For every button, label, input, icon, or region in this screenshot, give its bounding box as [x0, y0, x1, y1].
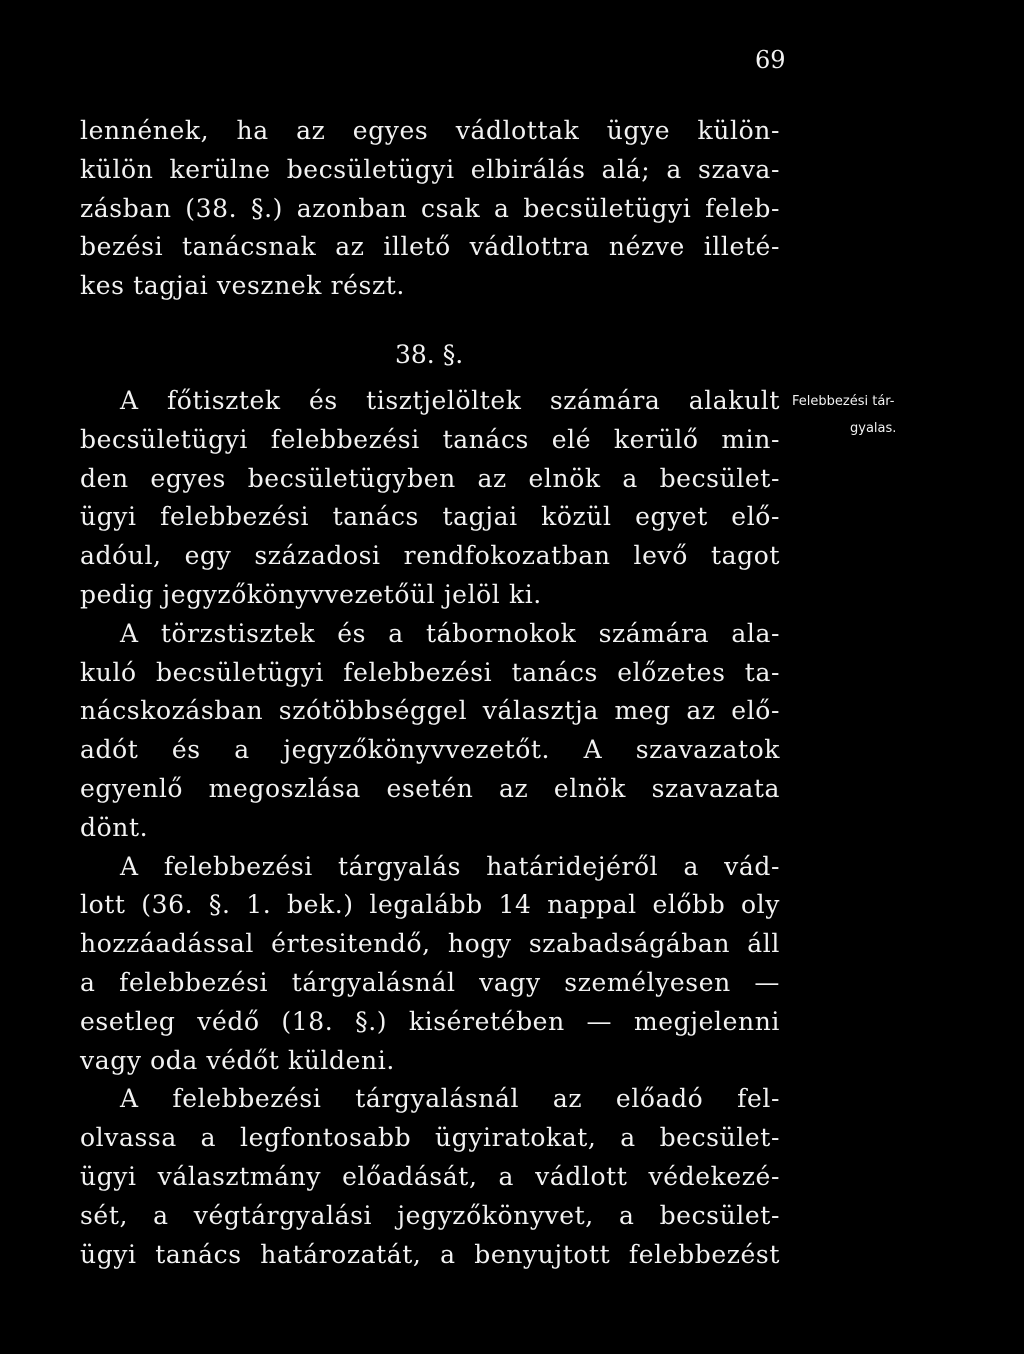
text-line: külön kerülne becsületügyi elbirálás alá; a szava- — [80, 154, 780, 184]
page-number: 69 — [755, 46, 786, 74]
text-line: A felebbezési tárgyalásnál az előadó fel- — [120, 1084, 780, 1114]
text-line: esetleg védő (18. §.) kiséretében — megjelenni — [80, 1006, 780, 1036]
text-line: pedig jegyzőkönyvvezetőül jelöl ki. — [80, 579, 542, 609]
text-line: A törzstisztek és a tábornokok számára ala- — [120, 618, 780, 648]
text-line: becsületügyi felebbezési tanács elé kerülő min- — [80, 424, 780, 454]
side-note — [792, 388, 942, 442]
text-line: dönt. — [80, 812, 149, 842]
text-line: ügyi felebbezési tanács tagjai közül egyet elő- — [80, 502, 780, 532]
text-line: egyenlő megoszlása esetén az elnök szavazata — [80, 773, 780, 803]
text-line: vagy oda védőt küldeni. — [80, 1045, 395, 1075]
main-text — [80, 382, 780, 1274]
text-line: olvassa a legfontosabb ügyiratokat, a becsület- — [80, 1123, 780, 1153]
text-line: kes tagjai vesznek részt. — [80, 271, 405, 301]
text-line: lennének, ha az egyes vádlottak ügye külön- — [80, 116, 780, 145]
text-line: A főtisztek és tisztjelöltek számára alakult — [120, 386, 780, 415]
side-note-line: gyalas. — [850, 421, 897, 436]
section-heading: 38. §. — [395, 340, 464, 369]
text-line: ügyi tanács határozatát, a benyujtott felebbezést — [80, 1239, 780, 1269]
text-line: a felebbezési tárgyalásnál vagy személyesen — — [80, 967, 780, 997]
text-line: nácskozásban szótöbbséggel választja meg az elő- — [80, 696, 780, 726]
text-line: lott (36. §. 1. bek.) legalább 14 nappal előbb oly — [80, 890, 780, 920]
text-line: A felebbezési tárgyalás határidejéről a vád- — [120, 851, 780, 881]
text-line: sét, a végtárgyalási jegyzőkönyvet, a becsület- — [80, 1200, 780, 1230]
text-line: den egyes becsületügyben az elnök a becsület- — [80, 463, 780, 493]
paragraph-continued — [80, 112, 780, 306]
side-note-line: Felebbezési tár- — [792, 394, 895, 409]
text-line: ügyi választmány előadását, a vádlott védekezé- — [80, 1161, 780, 1191]
text-line: bezési tanácsnak az illető vádlottra nézve illeté- — [80, 232, 780, 262]
text-line: kuló becsületügyi felebbezési tanács előzetes ta- — [80, 657, 780, 687]
text-line: adót és a jegyzőkönyvvezetőt. A szavazatok — [80, 735, 780, 765]
text-line: zásban (38. §.) azonban csak a becsületügyi feleb- — [80, 193, 780, 223]
text-line: hozzáadással értesitendő, hogy szabadságában áll — [80, 929, 780, 959]
text-line: adóul, egy századosi rendfokozatban levő tagot — [80, 541, 780, 571]
